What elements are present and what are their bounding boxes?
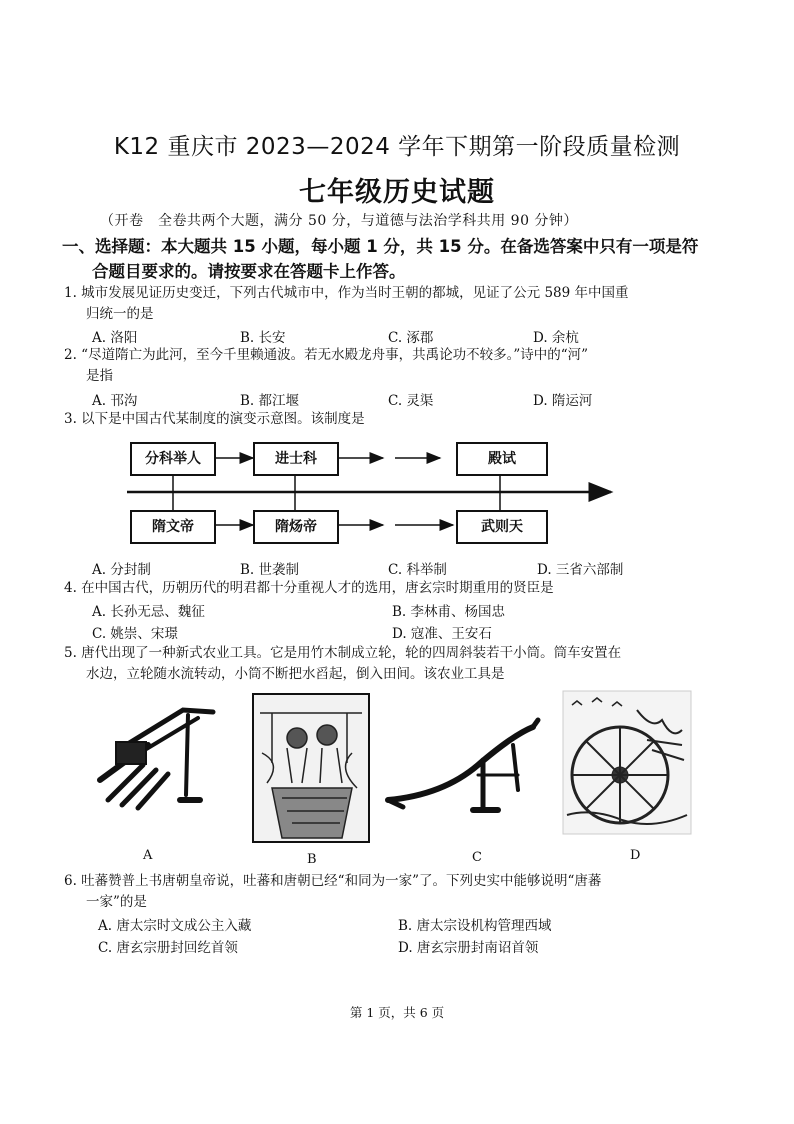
question-2-option-a: A. 邗沟	[92, 393, 138, 409]
question-3	[64, 409, 744, 430]
question-1-stem-line1: 1. 城市发展见证历史变迁，下列古代城市中，作为当时王朝的都城，见证了公元 589 年中国重	[64, 285, 629, 301]
tool-image-c	[383, 715, 548, 820]
tool-image-b	[252, 693, 370, 843]
tool-label-c: C	[472, 850, 482, 865]
diagram-box-suiyangdi: 隋炀帝	[253, 510, 339, 544]
question-4-option-c: C. 姚崇、宋璟	[92, 626, 178, 642]
question-3-option-d: D. 三省六部制	[537, 562, 624, 578]
tool-image-d	[562, 690, 692, 835]
exam-title: K12 重庆市 2023—2024 学年下期第一阶段质量检测	[113, 134, 681, 160]
question-1-option-a: A. 洛阳	[92, 330, 138, 346]
diagram-box-jinshike: 进士科	[253, 442, 339, 476]
question-6-option-d: D. 唐玄宗册封南诏首领	[398, 940, 539, 956]
question-1-stem-line2: 归统一的是	[86, 306, 154, 322]
question-1	[64, 283, 744, 325]
question-3-option-a: A. 分封制	[92, 562, 151, 578]
question-4-option-a: A. 长孙无忌、魏征	[92, 604, 205, 620]
question-6-stem-line1: 6. 吐蕃赞普上书唐朝皇帝说，吐蕃和唐朝已经“和同为一家”了。下列史实中能够说明“唐蕃	[64, 873, 602, 889]
question-3-option-b: B. 世袭制	[240, 562, 300, 578]
question-2-option-b: B. 都江堰	[240, 393, 300, 409]
question-5	[64, 643, 754, 685]
question-6-option-a: A. 唐太宗时文成公主入藏	[98, 918, 252, 934]
question-6-stem-line2: 一家”的是	[86, 894, 147, 910]
question-4-option-d: D. 寇准、王安石	[392, 626, 492, 642]
exam-subtitle: 七年级历史试题	[299, 177, 495, 208]
question-2-option-d: D. 隋运河	[533, 393, 593, 409]
diagram-box-dianshi: 殿试	[456, 442, 548, 476]
diagram-box-wuzetian: 武则天	[456, 510, 548, 544]
tool-label-a: A	[143, 848, 153, 863]
question-4	[64, 578, 744, 599]
question-1-option-c: C. 涿郡	[388, 330, 434, 346]
page-footer: 第 1 页，共 6 页	[349, 1005, 445, 1020]
question-1-option-d: D. 余杭	[533, 330, 579, 346]
question-4-option-b: B. 李林甫、杨国忠	[392, 604, 506, 620]
question-5-stem-line2: 水边，立轮随水流转动，小筒不断把水舀起，倒入田间。该农业工具是	[86, 666, 505, 682]
system-evolution-diagram	[125, 438, 625, 548]
question-4-stem-line1: 4. 在中国古代，历朝历代的明君都十分重视人才的选用，唐玄宗时期重用的贤臣是	[64, 580, 554, 596]
question-2-stem-line2: 是指	[86, 368, 113, 384]
diagram-box-fenke: 分科举人	[130, 442, 216, 476]
tool-image-a	[88, 700, 218, 820]
section-heading	[62, 234, 742, 284]
question-1-option-b: B. 长安	[240, 330, 286, 346]
question-2-stem-line1: 2. “尽道隋亡为此河，至今千里赖通波。若无水殿龙舟事，共禹论功不较多。”诗中的“河”	[64, 347, 589, 363]
diagram-box-suiwendi: 隋文帝	[130, 510, 216, 544]
question-6-option-c: C. 唐玄宗册封回纥首领	[98, 940, 238, 956]
question-5-stem-line1: 5. 唐代出现了一种新式农业工具。它是用竹木制成立轮，轮的四周斜装若干小筒。筒车安置在	[64, 645, 622, 661]
section-heading-line2: 合题目要求的。请按要求在答题卡上作答。	[92, 262, 406, 281]
exam-note: （开卷 全卷共两个大题，满分 50 分，与道德与法治学科共用 90 分钟）	[100, 213, 578, 229]
tool-label-d: D	[630, 848, 641, 863]
question-3-stem-line1: 3. 以下是中国古代某制度的演变示意图。该制度是	[64, 411, 365, 427]
tool-label-b: B	[307, 852, 317, 867]
question-2	[64, 345, 744, 387]
section-heading-line1: 一、选择题：本大题共 15 小题，每小题 1 分，共 15 分。在备选答案中只有一项是符	[62, 237, 699, 256]
question-6	[64, 871, 754, 913]
question-2-option-c: C. 灵渠	[388, 393, 434, 409]
question-6-option-b: B. 唐太宗设机构管理西域	[398, 918, 552, 934]
question-3-option-c: C. 科举制	[388, 562, 447, 578]
